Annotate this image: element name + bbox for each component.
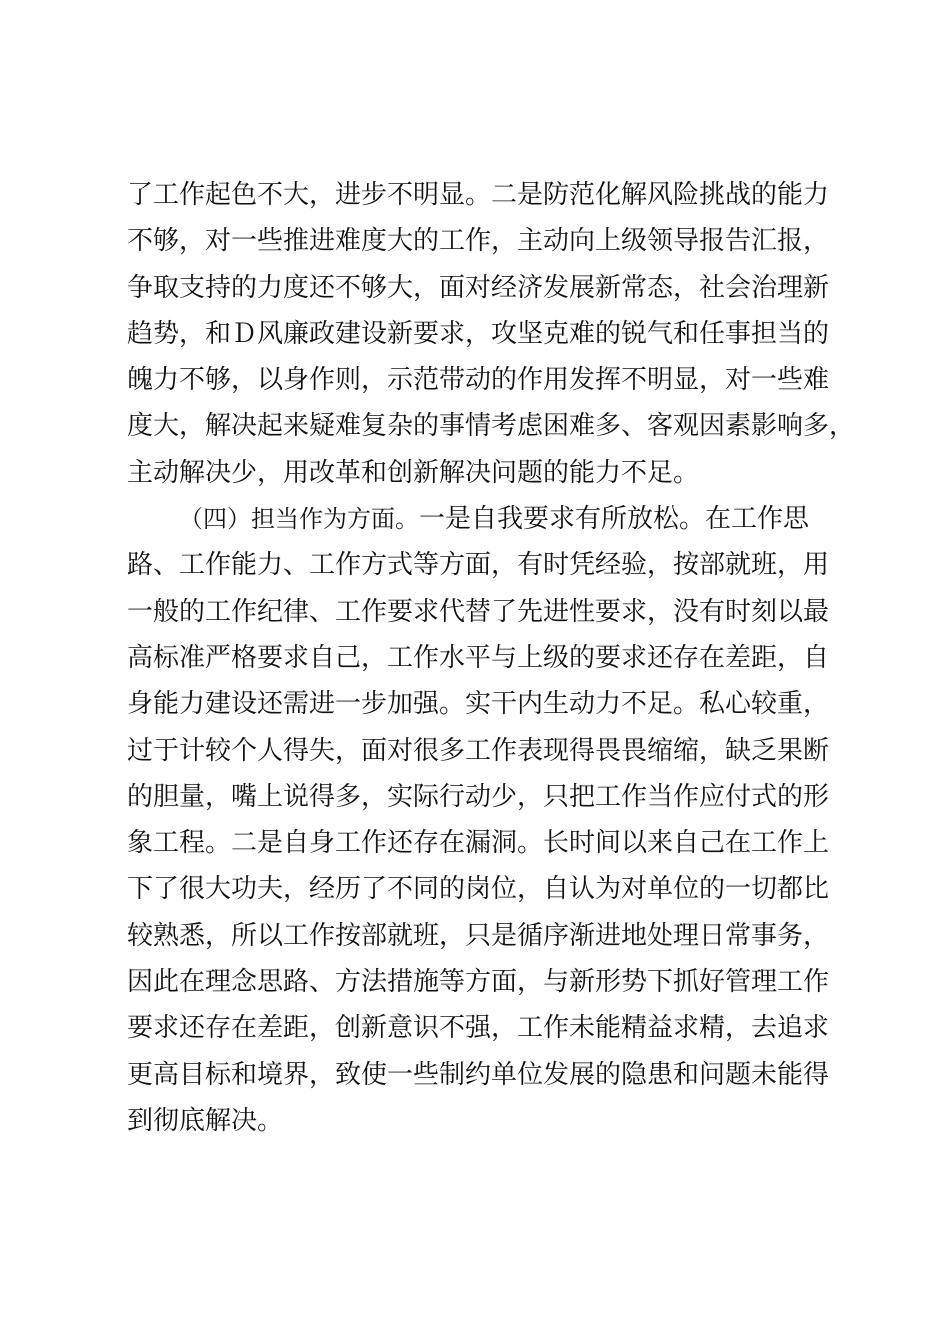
paragraph-line: 了工作起色不大，进步不明显。二是防范化解风险挑战的能力 (127, 180, 830, 210)
paragraph-2 (127, 496, 839, 1144)
paragraph-line: 到彻底解决。 (127, 1105, 284, 1136)
paragraph-line: 的胆量，嘴上说得多，实际行动少，只把工作当作应付式的形 (127, 781, 830, 812)
paragraph-line: 更高目标和境界，致使一些制约单位发展的隐患和问题未能得 (127, 1059, 830, 1090)
paragraph-line: 象工程。二是自身工作还存在漏洞。长时间以来自己在工作上 (127, 828, 830, 859)
paragraph-line: 过于计较个人得失，面对很多工作表现得畏畏缩缩，缺乏果断 (127, 735, 830, 766)
paragraph-first-line (127, 496, 839, 542)
paragraph-line: 一般的工作纪律、工作要求代替了先进性要求，没有时刻以最 (127, 596, 830, 627)
paragraph-line-rest: 一是自我要求有所放松。在工作思 (419, 504, 810, 535)
paragraph-line: 魄力不够，以身作则，示范带动的作用发挥不明显，对一些难 (127, 365, 830, 396)
paragraph-line: 度大，解决起来疑难复杂的事情考虑困难多、客观因素影响多， (127, 411, 856, 442)
paragraph-line: 争取支持的力度还不够大，面对经济发展新常态，社会治理新 (127, 272, 830, 303)
paragraph-line: 下了很大功夫，经历了不同的岗位，自认为对单位的一切都比 (127, 874, 830, 905)
paragraph-line: 因此在理念思路、方法措施等方面，与新形势下抓好管理工作 (127, 967, 830, 998)
paragraph-1 (127, 172, 856, 496)
paragraph-line: 路、工作能力、工作方式等方面，有时凭经验，按部就班，用 (127, 550, 830, 581)
paragraph-line: 要求还存在差距，创新意识不强，工作未能精益求精，去追求 (127, 1013, 830, 1044)
section-heading: （四）担当作为方面。 (179, 505, 419, 534)
paragraph-line: 高标准严格要求自己，工作水平与上级的要求还存在差距，自 (127, 642, 830, 673)
body-text (127, 172, 856, 1144)
paragraph-line: 主动解决少，用改革和创新解决问题的能力不足。 (127, 457, 700, 488)
paragraph-line: 身能力建设还需进一步加强。实干内生动力不足。私心较重， (127, 689, 830, 720)
paragraph-line: 趋势，和Ｄ风廉政建设新要求，攻坚克难的锐气和任事担当的 (127, 318, 830, 349)
paragraph-line: 不够，对一些推进难度大的工作，主动向上级领导报告汇报， (127, 226, 830, 257)
paragraph-line: 较熟悉，所以工作按部就班，只是循序渐进地处理日常事务， (127, 920, 830, 951)
